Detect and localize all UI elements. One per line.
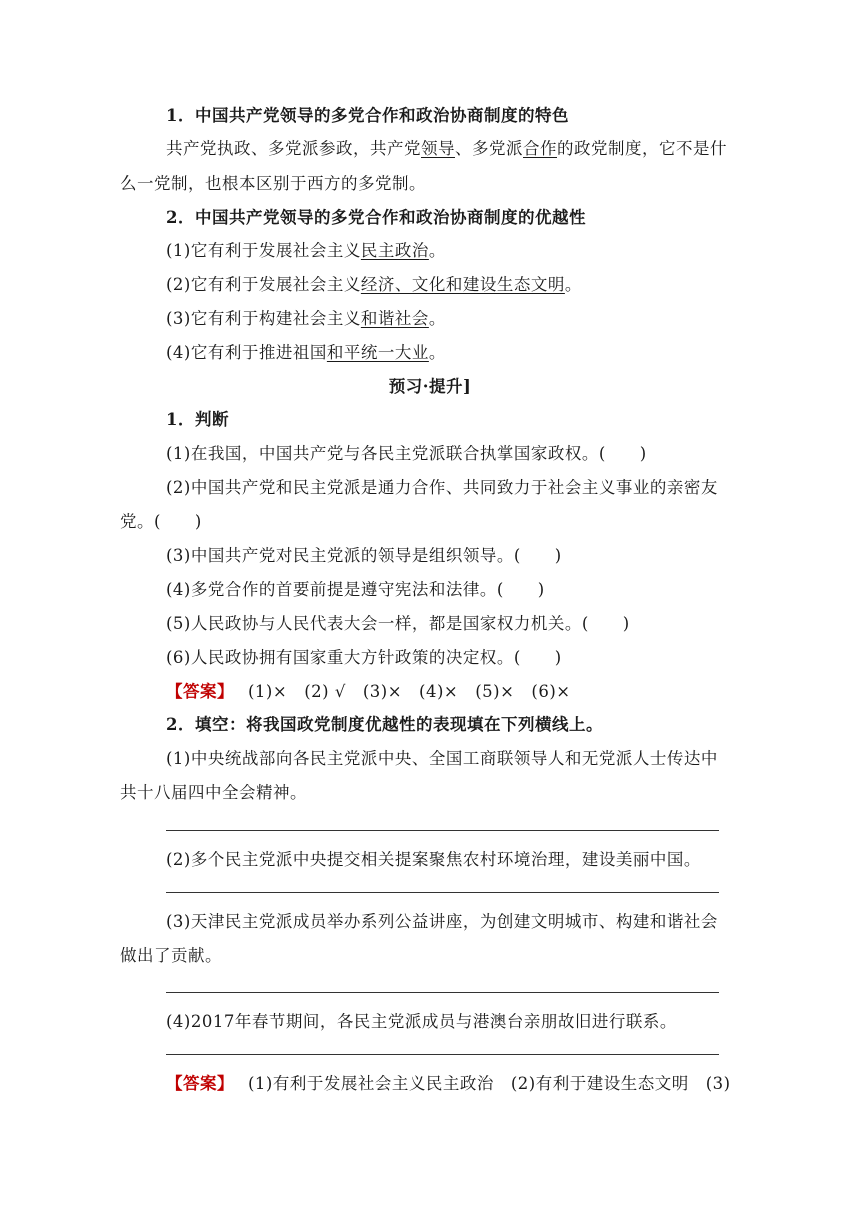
- heading-advantages: 2．中国共产党领导的多党合作和政治协商制度的优越性: [166, 208, 586, 227]
- advantage-item-2: (2)它有利于发展社会主义经济、文化和建设生态文明。: [166, 275, 582, 294]
- fill-item-1-line2: 共十八届四中全会精神。: [120, 783, 307, 802]
- judge-item-6: (6)人民政协拥有国家重大方针政策的决定权。( ): [166, 648, 562, 667]
- section-title: 预习·提升]: [388, 377, 472, 396]
- blank-answer-reunification: 和平统一大业: [326, 343, 429, 362]
- blank-answer-democracy: 民主政治: [360, 241, 429, 260]
- answer-row-judge: [166, 680, 571, 704]
- answer-blank-line-3[interactable]: [166, 992, 719, 993]
- judge-item-5: (5)人民政协与人民代表大会一样，都是国家权力机关。( ): [166, 614, 630, 633]
- answer-blank-line-2[interactable]: [166, 892, 719, 893]
- advantage-item-4: (4)它有利于推进祖国和平统一大业。: [166, 343, 446, 362]
- judge-item-3: (3)中国共产党对民主党派的领导是组织领导。( ): [166, 546, 562, 565]
- answer-fill: (1)有利于发展社会主义民主政治 (2)有利于建设生态文明 (3): [248, 1074, 731, 1093]
- answer-judge: (1)× (2) √ (3)× (4)× (5)× (6)×: [248, 682, 571, 701]
- fill-item-4: (4)2017年春节期间，各民主党派成员与港澳台亲朋故旧进行联系。: [166, 1012, 677, 1031]
- judge-item-2-line2: 党。( ): [120, 512, 202, 531]
- blank-answer-economy: 经济、文化和建设生态文明: [360, 275, 565, 294]
- fill-heading: 2．填空：将我国政党制度优越性的表现填在下列横线上。: [166, 715, 603, 734]
- judge-item-1: (1)在我国，中国共产党与各民主党派联合执掌国家政权。( ): [166, 444, 647, 463]
- fill-item-1-line1: (1)中央统战部向各民主党派中央、全国工商联领导人和无党派人士传达中: [166, 749, 718, 768]
- fill-item-3-line1: (3)天津民主党派成员举办系列公益讲座，为创建文明城市、构建和谐社会: [166, 912, 718, 931]
- advantage-item-3: (3)它有利于构建社会主义和谐社会。: [166, 309, 446, 328]
- answer-label: 【答案】: [166, 682, 234, 701]
- judge-item-4: (4)多党合作的首要前提是遵守宪法和法律。( ): [166, 580, 545, 599]
- judge-item-2-line1: (2)中国共产党和民主党派是通力合作、共同致力于社会主义事业的亲密友: [166, 478, 718, 497]
- answer-label: 【答案】: [166, 1074, 234, 1093]
- blank-answer-cooperation: 合作: [523, 139, 557, 158]
- fill-item-3-line2: 做出了贡献。: [120, 946, 222, 965]
- answer-blank-line-1[interactable]: [166, 830, 719, 831]
- blank-answer-leadership: 领导: [421, 139, 455, 158]
- features-paragraph-line2: 么一党制，也根本区别于西方的多党制。: [120, 174, 426, 193]
- heading-features: 1．中国共产党领导的多党合作和政治协商制度的特色: [166, 106, 569, 125]
- features-paragraph-line1: 共产党执政、多党派参政，共产党领导、多党派合作的政党制度，它不是什: [166, 139, 727, 158]
- fill-item-2: (2)多个民主党派中央提交相关提案聚焦农村环境治理，建设美丽中国。: [166, 850, 701, 869]
- answer-blank-line-4[interactable]: [166, 1054, 719, 1055]
- judge-heading: 1．判断: [166, 410, 229, 429]
- answer-row-fill: [166, 1072, 731, 1096]
- blank-answer-harmony: 和谐社会: [360, 309, 429, 328]
- advantage-item-1: (1)它有利于发展社会主义民主政治。: [166, 241, 446, 260]
